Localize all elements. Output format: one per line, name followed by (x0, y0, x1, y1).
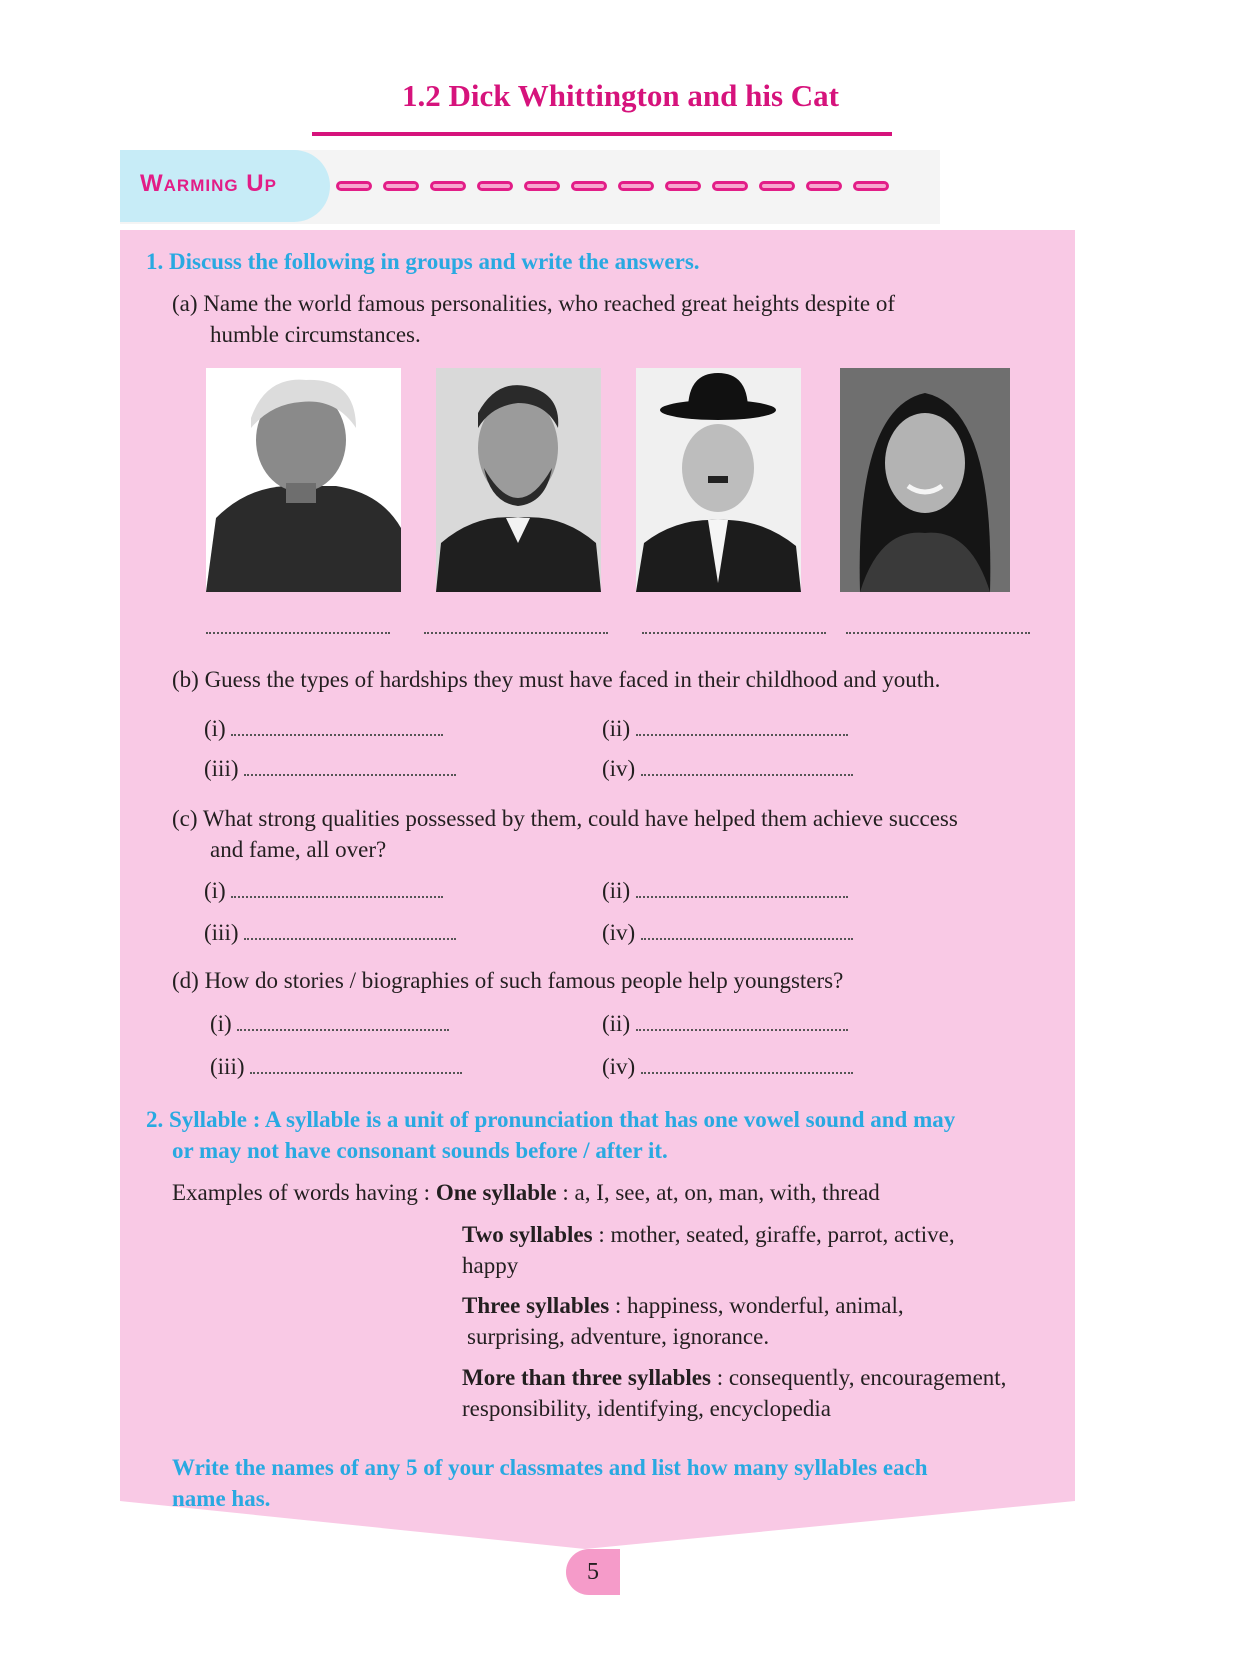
answer-blank[interactable] (636, 716, 848, 736)
one-syllable-label: One syllable (435, 1180, 557, 1205)
page-title: 1.2 Dick Whittington and his Cat (402, 78, 839, 113)
answer-row (602, 875, 848, 906)
question-1a-text-cont: humble circumstances. (210, 322, 421, 347)
answer-label: (ii) (602, 716, 631, 741)
title-underline (312, 132, 892, 136)
answer-row (602, 713, 848, 744)
warming-up-label: Warming Up (140, 170, 277, 197)
answer-label: (i) (210, 1011, 232, 1036)
three-syllables-label: Three syllables (462, 1293, 610, 1318)
page-number: 5 (566, 1549, 620, 1595)
examples-two-syllables (462, 1219, 955, 1250)
task-instruction-cont: name has. (172, 1486, 271, 1511)
examples-intro: Examples of words having : (172, 1180, 436, 1205)
answer-blank[interactable] (641, 756, 853, 776)
answer-label: (iv) (602, 920, 636, 945)
answer-blank[interactable] (636, 1011, 848, 1031)
three-syllables-words-cont: surprising, adventure, ignorance. (467, 1324, 770, 1349)
one-syllable-words: : a, I, see, at, on, man, with, thread (556, 1180, 880, 1205)
question-1c-text: (c) What strong qualities possessed by them, could have helped them achieve success (172, 806, 958, 831)
two-syllables-words-cont: happy (462, 1253, 519, 1278)
name-blank-1[interactable] (206, 632, 390, 634)
decorative-dashes (336, 181, 889, 191)
answer-row (204, 753, 456, 784)
examples-one-syllable (172, 1177, 880, 1208)
more-syllables-words: : consequently, encouragement, (710, 1365, 1007, 1390)
more-syllables-words-cont: responsibility, identifying, encyclopedia (462, 1396, 831, 1421)
portrait-photo-3 (636, 368, 801, 592)
answer-row (210, 1008, 449, 1039)
answer-blank[interactable] (636, 878, 848, 898)
answer-blank[interactable] (244, 920, 456, 940)
answer-row (602, 917, 853, 948)
task-instruction: Write the names of any 5 of your classmates and list how many syllables each (172, 1455, 928, 1480)
answer-blank[interactable] (231, 716, 443, 736)
question-1b-text: (b) Guess the types of hardships they must have faced in their childhood and youth. (172, 667, 941, 692)
examples-three-syllables (462, 1290, 904, 1321)
question-1-heading: 1. Discuss the following in groups and write the answers. (146, 249, 700, 274)
question-1c-text-cont: and fame, all over? (210, 837, 387, 862)
answer-label: (iii) (204, 756, 239, 781)
two-syllables-words: : mother, seated, giraffe, parrot, active, (592, 1222, 955, 1247)
answer-row (204, 875, 443, 906)
answer-label: (iv) (602, 1054, 636, 1079)
portrait-photo-2 (436, 368, 601, 592)
answer-blank[interactable] (641, 1054, 853, 1074)
answer-blank[interactable] (250, 1054, 462, 1074)
answer-label: (i) (204, 716, 226, 741)
two-syllables-label: Two syllables (462, 1222, 593, 1247)
answer-blank[interactable] (641, 920, 853, 940)
answer-blank[interactable] (244, 756, 456, 776)
examples-more-syllables (462, 1362, 1006, 1393)
question-2-heading: 2. Syllable : A syllable is a unit of pronunciation that has one vowel sound and may (146, 1107, 956, 1132)
question-2-heading-cont: or may not have consonant sounds before / after it. (172, 1138, 668, 1163)
answer-label: (ii) (602, 1011, 631, 1036)
more-syllables-label: More than three syllables (462, 1365, 711, 1390)
answer-row (204, 917, 456, 948)
name-blank-2[interactable] (424, 632, 608, 634)
answer-label: (ii) (602, 878, 631, 903)
portrait-photo-4 (840, 368, 1010, 592)
answer-label: (i) (204, 878, 226, 903)
answer-row (204, 713, 443, 744)
answer-label: (iv) (602, 756, 636, 781)
answer-row (602, 1008, 848, 1039)
answer-row (210, 1051, 462, 1082)
three-syllables-words: : happiness, wonderful, animal, (609, 1293, 904, 1318)
answer-row (602, 1051, 853, 1082)
answer-label: (iii) (210, 1054, 245, 1079)
answer-blank[interactable] (237, 1011, 449, 1031)
answer-label: (iii) (204, 920, 239, 945)
answer-blank[interactable] (231, 878, 443, 898)
name-blank-4[interactable] (846, 632, 1030, 634)
answer-row (602, 753, 853, 784)
portrait-photo-1 (206, 368, 401, 592)
question-1a-text: (a) Name the world famous personalities, who reached great heights despite of (172, 291, 895, 316)
question-1d-text: (d) How do stories / biographies of such famous people help youngsters? (172, 968, 844, 993)
name-blank-3[interactable] (642, 632, 826, 634)
